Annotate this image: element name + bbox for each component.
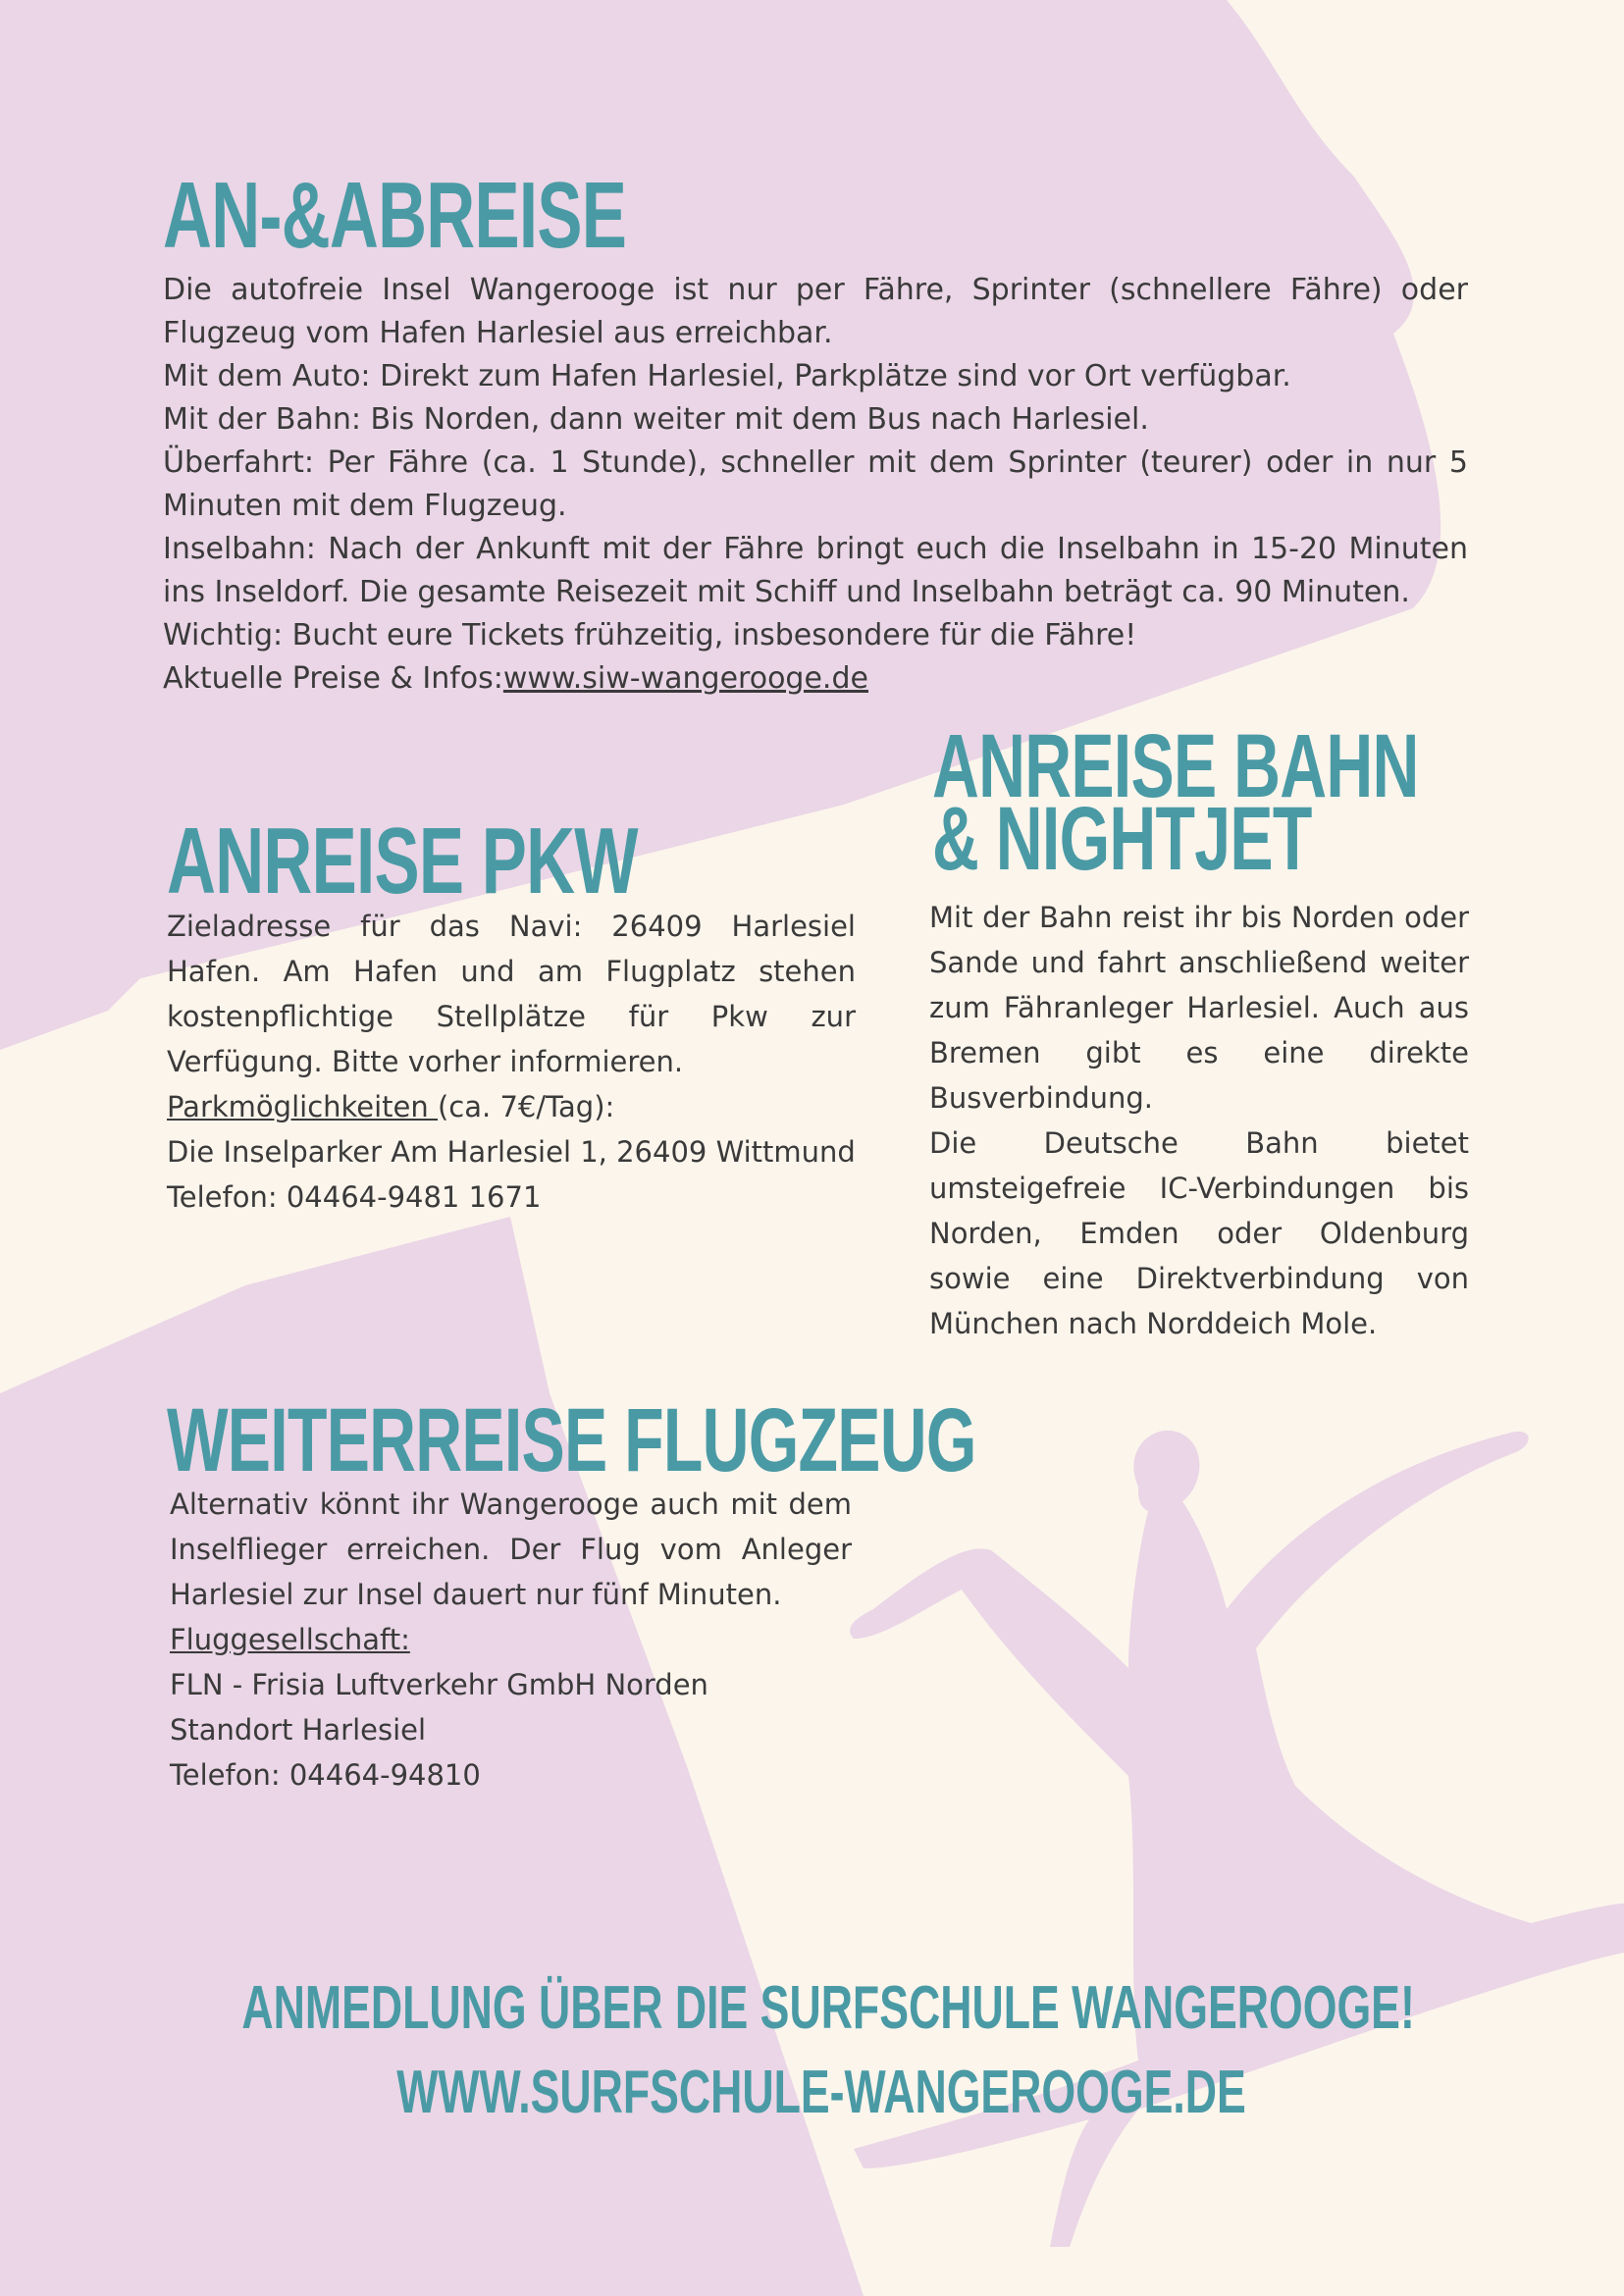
prices-info xyxy=(163,657,1468,701)
airline-location: Standort Harlesiel xyxy=(170,1713,427,1747)
arrival-line: Mit dem Auto: Direkt zum Hafen Harlesiel, Parkplätze sind vor Ort verfügbar. xyxy=(163,359,1291,393)
plane-text xyxy=(170,1482,852,1798)
parking-address: Die Inselparker Am Harlesiel 1, 26409 Wittmund xyxy=(167,1135,856,1169)
train-heading xyxy=(932,716,1419,889)
car-intro: Zieladresse für das Navi: 26409 Harlesiel Hafen. Am Hafen und am Flugplatz stehen kostenpflichtige Stellplätze für Pkw zur Verfügung. Bitte vorher informieren. xyxy=(167,910,856,1078)
train-heading-line1: ANREISE BAHN xyxy=(932,716,1419,816)
parking-price: (ca. 7€/Tag): xyxy=(437,1090,615,1123)
arrival-text xyxy=(163,269,1468,701)
plane-intro: Alternativ könnt ihr Wangerooge auch mit dem Inselflieger erreichen. Der Flug vom Anleger Harlesiel zur Insel dauert nur fünf Minuten. xyxy=(170,1487,852,1611)
arrival-line: Wichtig: Bucht eure Tickets frühzeitig, insbesondere für die Fähre! xyxy=(163,618,1137,652)
arrival-line: Mit der Bahn: Bis Norden, dann weiter mit dem Bus nach Harlesiel. xyxy=(163,402,1149,437)
siw-website-link[interactable]: www.siw-wangerooge.de xyxy=(502,661,868,696)
parking-label: Parkmöglichkeiten xyxy=(167,1090,438,1123)
parking-line xyxy=(167,1084,856,1129)
surfschool-website-link[interactable]: WWW.SURFSCHULE-WANGEROOGE.DE xyxy=(396,2059,1247,2126)
train-paragraph: Mit der Bahn reist ihr bis Norden oder Sande und fahrt anschließend weiter zum Fähranleger Harlesiel. Auch aus Bremen gibt es eine direkte Busverbindung. xyxy=(929,901,1469,1115)
arrival-line: Die autofreie Insel Wangerooge ist nur per Fähre, Sprinter (schnellere Fähre) oder Flugzeug vom Hafen Harlesiel aus erreichbar. xyxy=(163,273,1468,350)
parking-phone: Telefon: 04464-9481 1671 xyxy=(167,1180,542,1214)
train-heading-line2: & NIGHTJET xyxy=(932,789,1312,889)
airline-name: FLN - Frisia Luftverkehr GmbH Norden xyxy=(170,1668,708,1701)
airline-label: Fluggesellschaft: xyxy=(170,1623,410,1656)
registration-text: ANMEDLUNG ÜBER DIE SURFSCHULE WANGEROOGE! xyxy=(241,1974,1415,2042)
arrival-line: Inselbahn: Nach der Ankunft mit der Fähre bringt euch die Inselbahn in 15-20 Minuten ins Inseldorf. Die gesamte Reisezeit mit Schiff und Inselbahn beträgt ca. 90 Minuten. xyxy=(163,532,1468,609)
car-heading: ANREISE PKW xyxy=(167,809,638,913)
registration-note xyxy=(14,1974,1624,2043)
prices-info-label: Aktuelle Preise & Infos: xyxy=(163,661,503,696)
car-text xyxy=(167,904,856,1220)
plane-heading: WEITERREISE FLUGZEUG xyxy=(167,1390,976,1490)
airline-phone: Telefon: 04464-94810 xyxy=(170,1758,481,1792)
train-text xyxy=(929,895,1469,1346)
surfschool-website xyxy=(10,2059,1624,2127)
arrival-line: Überfahrt: Per Fähre (ca. 1 Stunde), schneller mit dem Sprinter (teurer) oder in nur 5 Minuten mit dem Flugzeug. xyxy=(163,445,1468,523)
arrival-heading: AN-&ABREISE xyxy=(163,163,627,268)
train-paragraph: Die Deutsche Bahn bietet umsteigefreie IC-Verbindungen bis Norden, Emden oder Oldenburg sowie eine Direktverbindung von München nach Norddeich Mole. xyxy=(929,1126,1469,1340)
